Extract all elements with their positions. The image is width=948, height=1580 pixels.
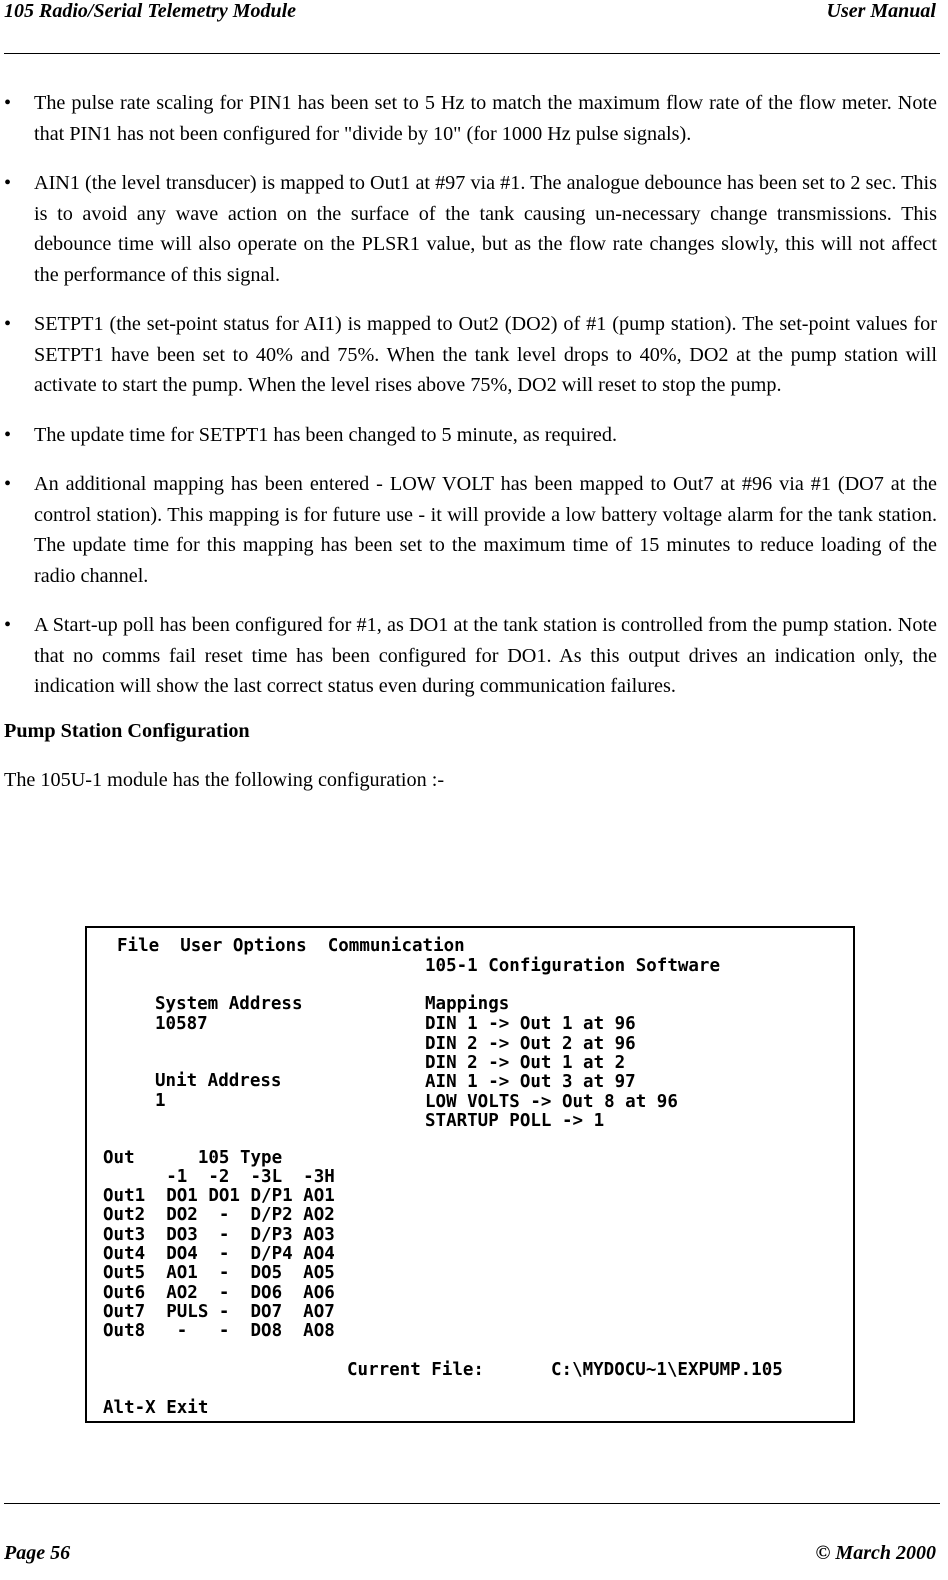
- output-table-subheader: -1 -2 -3L -3H: [103, 1167, 335, 1187]
- table-row: Out2 DO2 - D/P2 AO2: [103, 1205, 335, 1225]
- list-item: [4, 168, 937, 290]
- bullet-icon: •: [4, 172, 12, 194]
- page-header: [0, 0, 948, 24]
- bullet-icon: •: [4, 313, 12, 335]
- table-row: Out3 DO3 - D/P3 AO3: [103, 1225, 335, 1245]
- list-item-text: The update time for SETPT1 has been changed to 5 minute, as required.: [34, 423, 618, 446]
- exit-hint: Alt-X Exit: [103, 1398, 209, 1418]
- list-item-text: AIN1 (the level transducer) is mapped to Out1 at #97 via #1. The analogue debounce has been set to 2 sec. This is to avoid any wave action on the surface of the tank causing un-necessary change transmissions. This debounce time will also operate on the PLSR1 value, but as the flow rate changes slowly, this will not affect the performance of this signal.: [34, 172, 937, 286]
- table-row: Out4 DO4 - D/P4 AO4: [103, 1244, 335, 1264]
- bullet-icon: •: [4, 92, 12, 114]
- header-rule: [4, 53, 940, 54]
- table-row: Out8 - - DO8 AO8: [103, 1321, 335, 1341]
- bullet-icon: •: [4, 473, 12, 495]
- page-body: [4, 88, 937, 796]
- page-number: Page 56: [4, 1542, 71, 1564]
- bullet-icon: •: [4, 614, 12, 636]
- current-file-path: C:\MYDOCU~1\EXPUMP.105: [551, 1360, 783, 1380]
- mapping-row: DIN 1 -> Out 1 at 96: [425, 1014, 636, 1034]
- output-table-header: Out 105 Type: [103, 1148, 283, 1168]
- header-title: 105 Radio/Serial Telemetry Module: [4, 0, 297, 22]
- list-item-text: An additional mapping has been entered - LOW VOLT has been mapped to Out7 at #96 via #1 (DO7 at the control station). This mapping is for future use - it will provide a low battery voltage alarm for the tank station. The update time for this mapping has been set to the maximum time of 15 minutes to reduce loading of the radio channel.: [34, 473, 937, 587]
- section-heading: Pump Station Configuration: [4, 719, 250, 742]
- mapping-row: LOW VOLTS -> Out 8 at 96: [425, 1092, 678, 1112]
- list-item-text: The pulse rate scaling for PIN1 has been set to 5 Hz to match the maximum flow rate of the flow meter. Note that PIN1 has not been configured for "divide by 10" (for 1000 Hz pulse signals).: [34, 92, 937, 145]
- list-item-text: SETPT1 (the set-point status for AI1) is mapped to Out2 (DO2) of #1 (pump station). The set-point values for SETPT1 have been set to 40% and 75%. When the tank level drops to 40%, DO2 at the pump station will activate to start the pump. When the level rises above 75%, DO2 will reset to stop the pump.: [34, 313, 937, 396]
- table-row: Out1 DO1 DO1 D/P1 AO1: [103, 1186, 335, 1206]
- unit-address-value: 1: [155, 1091, 166, 1111]
- list-item-text: A Start-up poll has been configured for #1, as DO1 at the tank station is controlled from the pump station. Note that no comms fail reset time has been configured for DO1. As this output drives an indication only, the indication will show the last correct status even during communication failures.: [34, 614, 937, 697]
- software-title: 105-1 Configuration Software: [425, 956, 721, 976]
- table-row: Out5 AO1 - DO5 AO5: [103, 1263, 335, 1283]
- system-address-value: 10587: [155, 1014, 208, 1034]
- config-software-screenshot: [85, 926, 855, 1423]
- system-address-label: System Address: [155, 994, 303, 1014]
- bullet-list: [4, 88, 937, 702]
- mapping-row: STARTUP POLL -> 1: [425, 1111, 605, 1131]
- bullet-icon: •: [4, 423, 12, 446]
- list-item: [4, 420, 937, 451]
- list-item: [4, 309, 937, 401]
- copyright-date: © March 2000: [815, 1542, 936, 1564]
- list-item: [4, 88, 937, 149]
- table-row: Out7 PULS - DO7 AO7: [103, 1302, 335, 1322]
- intro-paragraph: The 105U-1 module has the following configuration :-: [4, 769, 445, 791]
- list-item: [4, 469, 937, 591]
- mapping-row: DIN 2 -> Out 1 at 2: [425, 1053, 626, 1073]
- mappings-label: Mappings: [425, 994, 510, 1014]
- list-item: [4, 610, 937, 702]
- table-row: Out6 AO2 - DO6 AO6: [103, 1283, 335, 1303]
- unit-address-label: Unit Address: [155, 1071, 282, 1091]
- current-file-label: Current File:: [347, 1360, 484, 1380]
- mapping-row: AIN 1 -> Out 3 at 97: [425, 1072, 636, 1092]
- menu-bar: File User Options Communication: [117, 936, 465, 956]
- footer-rule: [4, 1503, 940, 1504]
- header-manual-label: User Manual: [826, 0, 936, 22]
- mapping-row: DIN 2 -> Out 2 at 96: [425, 1034, 636, 1054]
